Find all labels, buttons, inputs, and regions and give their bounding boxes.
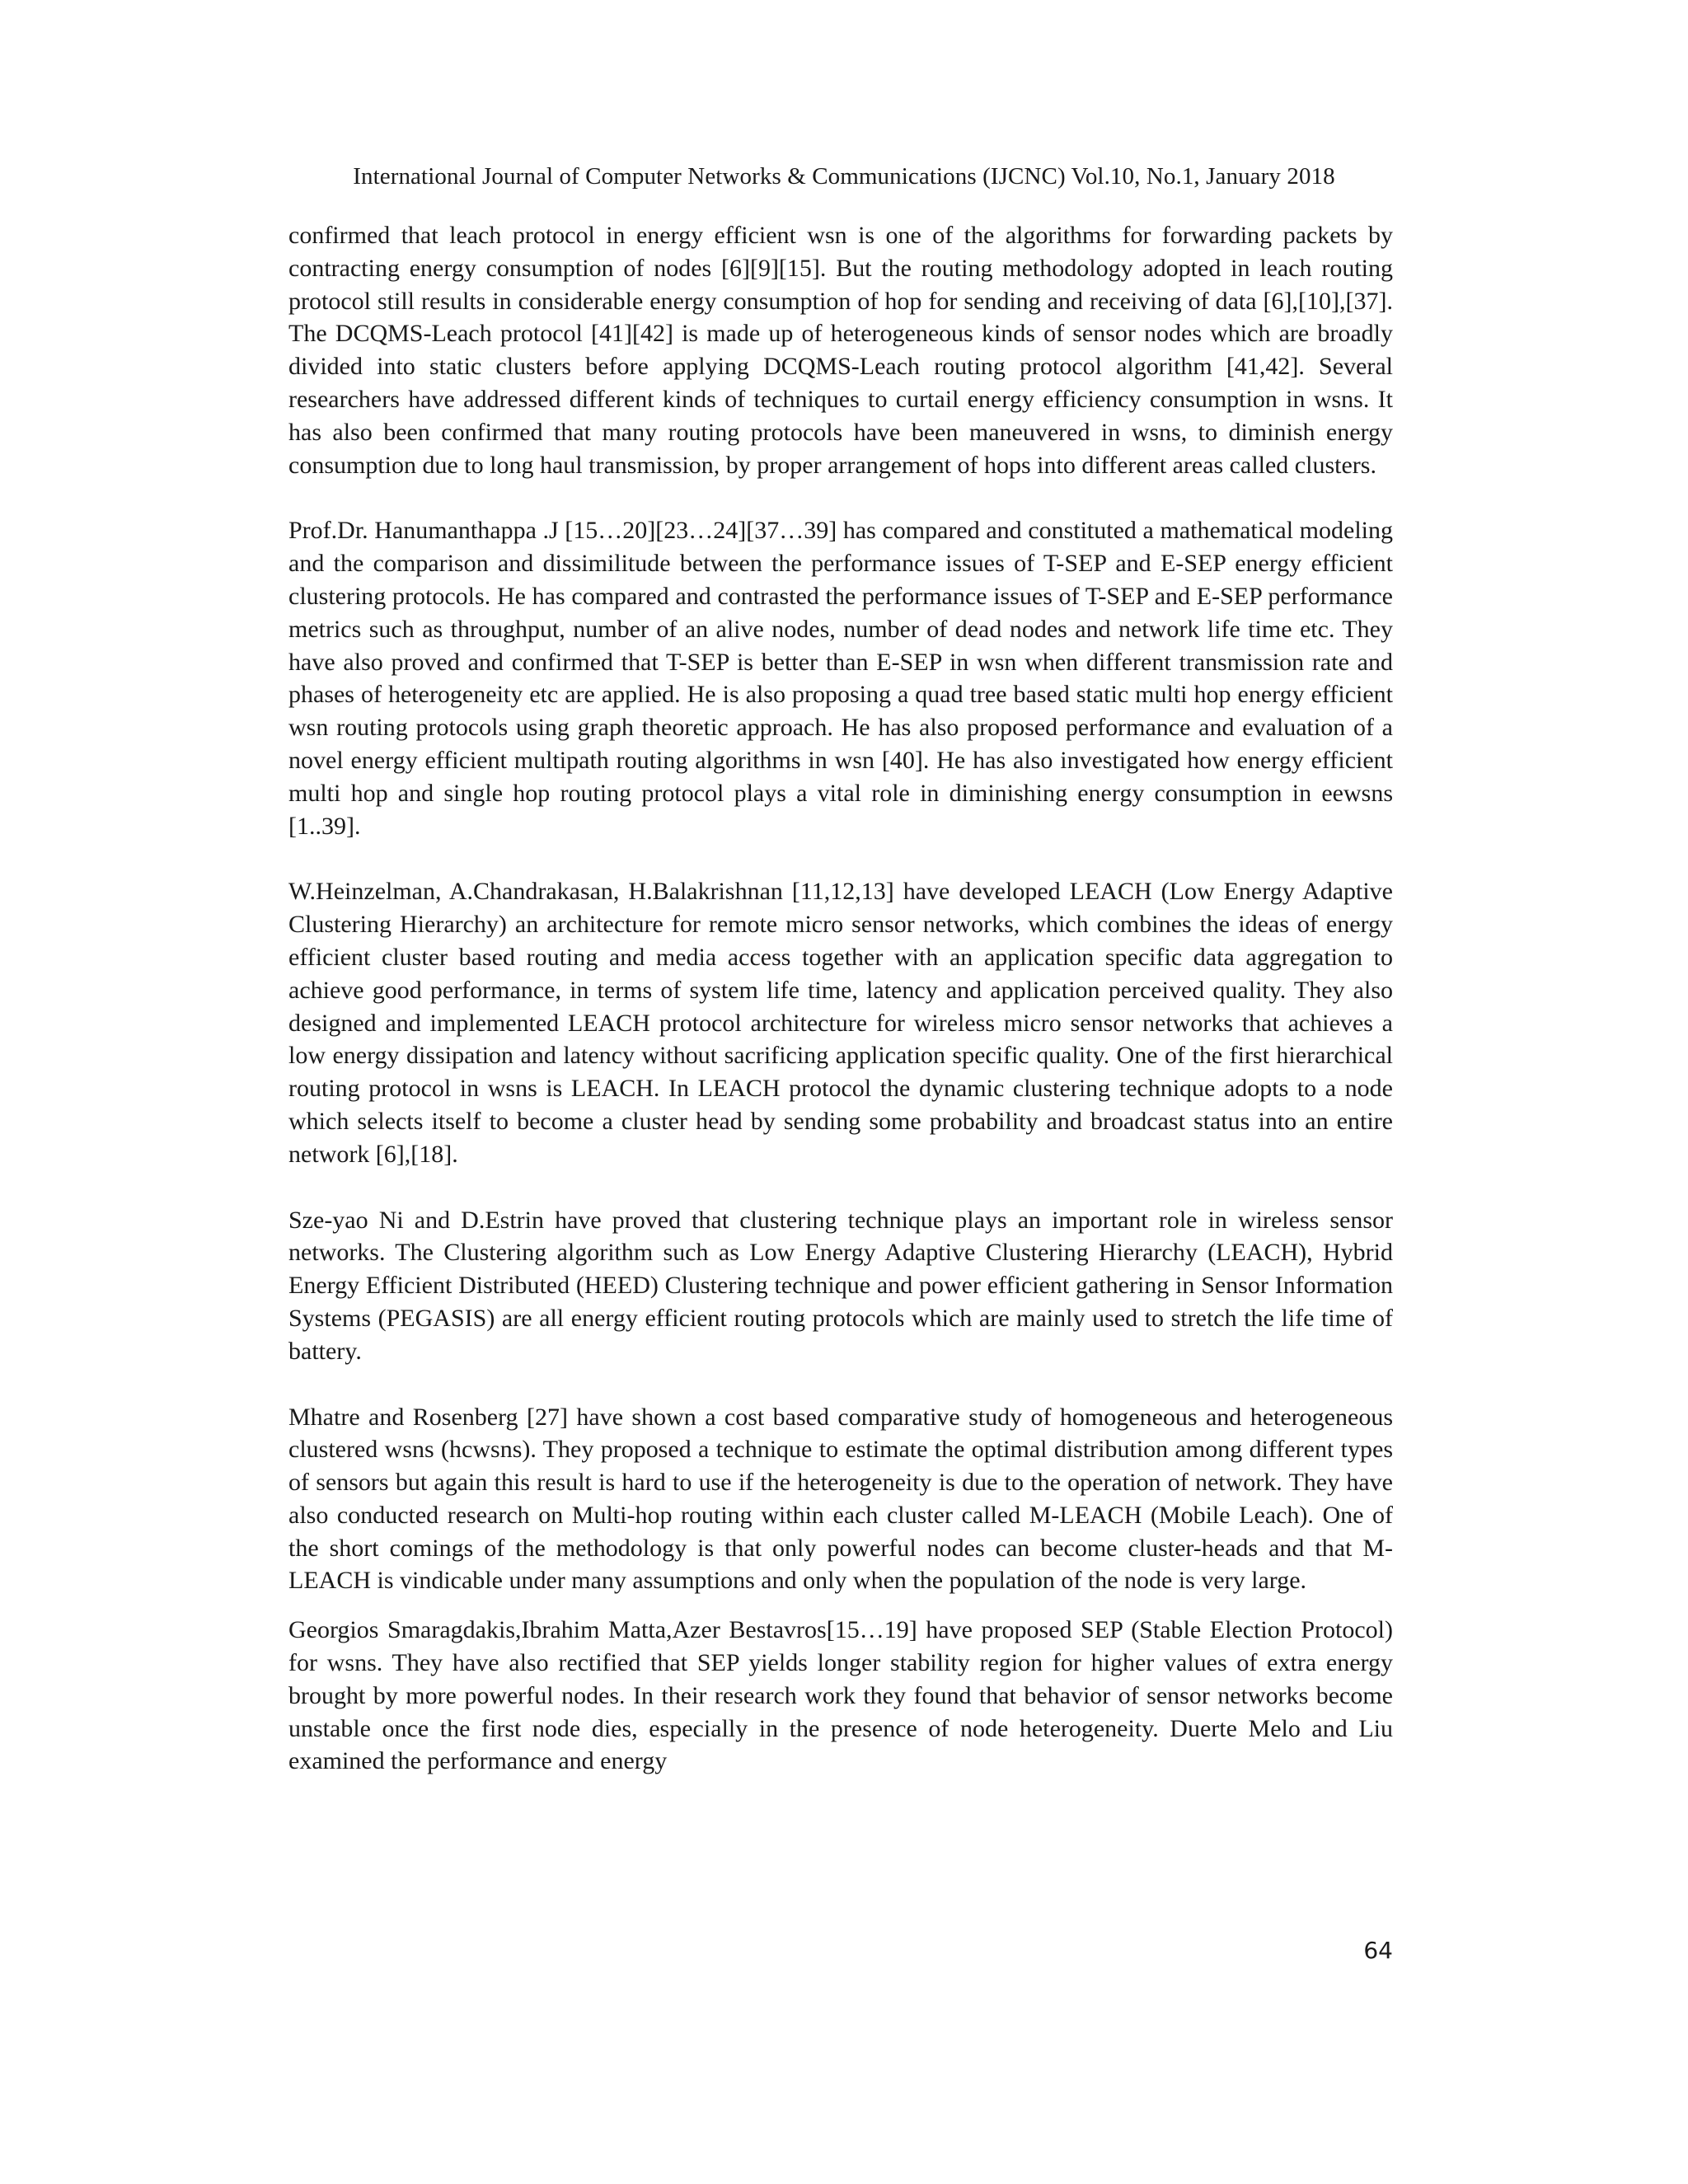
paragraph-ni-estrin: Sze-yao Ni and D.Estrin have proved that clustering technique plays an important role in wireless sensor networks. The Clustering algorithm such as Low Energy Adaptive Clustering Hierarchy (LEACH), Hybrid Energy Efficient Distributed (HEED) Clustering technique and power efficient gathering in Sensor Information Systems (PEGASIS) are all energy efficient routing protocols which are mainly used to stretch the life time of battery. (288, 1206, 1393, 1365)
paragraph-hanumanthappa: Prof.Dr. Hanumanthappa .J [15…20][23…24][37…39] has compared and constituted a mathematical modeling and the comparison and dissimilitude between the performance issues of T-SEP and E-SEP energy efficient clustering protocols. He has compared and contrasted the performance issues of T-SEP and E-SEP performance metrics such as throughput, number of an alive nodes, number of dead nodes and network life time etc. They have also proved and confirmed that T-SEP is better than E-SEP in wsn when different transmission rate and phases of heterogeneity etc are applied. He is also proposing a quad tree based static multi hop energy efficient wsn routing protocols using graph theoretic approach. He has also proposed performance and evaluation of a novel energy efficient multipath routing algorithms in wsn [40]. He has also investigated how energy efficient multi hop and single hop routing protocol plays a vital role in diminishing energy consumption in eewsns [1..39]. (288, 517, 1393, 840)
journal-running-header: International Journal of Computer Networks & Communications (IJCNC) Vol.10, No.1, January 2018 (353, 163, 1335, 190)
page-number: 64 (1363, 1937, 1393, 1964)
paragraph-leach-intro: confirmed that leach protocol in energy efficient wsn is one of the algorithms for forwarding packets by contracting energy consumption of nodes [6][9][15]. But the routing methodology adopted in leach routing protocol still results in considerable energy consumption of hop for sending and receiving of data [6],[10],[37]. The DCQMS-Leach protocol [41][42] is made up of heterogeneous kinds of sensor nodes which are broadly divided into static clusters before applying DCQMS-Leach routing protocol algorithm [41,42]. Several researchers have addressed different kinds of techniques to curtail energy efficiency consumption in wsns. It has also been confirmed that many routing protocols have been maneuvered in wsns, to diminish energy consumption due to long haul transmission, by proper arrangement of hops into different areas called clusters. (288, 222, 1393, 479)
paragraph-mhatre-rosenberg: Mhatre and Rosenberg [27] have shown a cost based comparative study of homogeneous and heterogeneous clustered wsns (hcwsns). They proposed a technique to estimate the optimal distribution among different types of sensors but again this result is hard to use if the heterogeneity is due to the operation of network. They have also conducted research on Multi-hop routing within each cluster called M-LEACH (Mobile Leach). One of the short comings of the methodology is that only powerful nodes can become cluster-heads and that M-LEACH is vindicable under many assumptions and only when the population of the node is very large. (288, 1403, 1393, 1595)
paragraph-heinzelman-leach: W.Heinzelman, A.Chandrakasan, H.Balakrishnan [11,12,13] have developed LEACH (Low Energy Adaptive Clustering Hierarchy) an architecture for remote micro sensor networks, which combines the ideas of energy efficient cluster based routing and media access together with an application specific data aggregation to achieve good performance, in terms of system life time, latency and application perceived quality. They also designed and implemented LEACH protocol architecture for wireless micro sensor networks that achieves a low energy dissipation and latency without sacrificing application specific quality. One of the first hierarchical routing protocol in wsns is LEACH. In LEACH protocol the dynamic clustering technique adopts to a node which selects itself to become a cluster head by sending some probability and broadcast status into an entire network [6],[18]. (288, 878, 1393, 1168)
article-body (288, 219, 1393, 1778)
paragraph-smaragdakis-sep: Georgios Smaragdakis,Ibrahim Matta,Azer Bestavros[15…19] have proposed SEP (Stable Election Protocol) for wsns. They have also rectified that SEP yields longer stability region for higher values of extra energy brought by more powerful nodes. In their research work they found that behavior of sensor networks become unstable once the first node dies, especially in the presence of node heterogeneity. Duerte Melo and Liu examined the performance and energy (288, 1616, 1393, 1775)
